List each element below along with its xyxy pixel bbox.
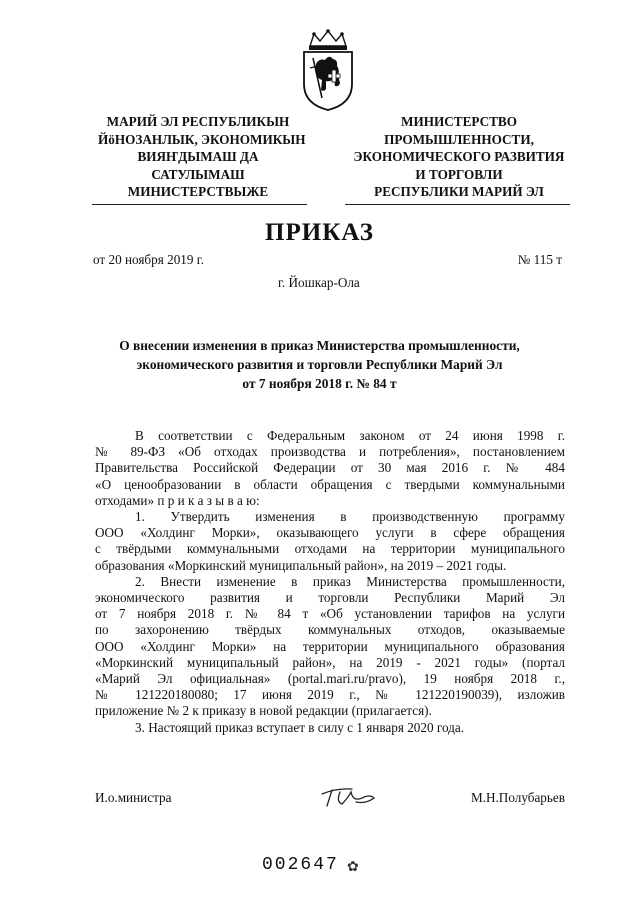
body-paragraph-2 (95, 574, 565, 720)
document-number: № 115 т (517, 252, 562, 267)
header-right-line: ЭКОНОМИЧЕСКОГО РАЗВИТИЯ (353, 149, 565, 164)
coat-of-arms-emblem (296, 28, 360, 112)
body-line: образования «Моркинский муниципальный район», на 2019 – 2021 годы. (95, 557, 507, 573)
signature-name: М.Н.Полубарьев (470, 790, 565, 805)
header-left-block (98, 113, 306, 201)
body-line: 2. Внести изменение в приказ Министерства промышленности, (135, 573, 565, 589)
body-paragraph-3 (95, 720, 565, 736)
header-left-line: САТУЛЫМАШ (151, 166, 245, 182)
header-left-line: МИНИСТЕРСТВЫЖЕ (127, 184, 269, 199)
subject-line: О внесении изменения в приказ Министерства промышленности, (119, 338, 520, 353)
header-rule-left (92, 204, 307, 205)
header-right-line: РЕСПУБЛИКИ МАРИЙ ЭЛ (374, 184, 544, 199)
body-line: № 121220180080; 17 июня 2019 г., № 121220190039), изложив (95, 687, 565, 703)
serial-number: 002647 (262, 855, 339, 875)
body-line: «Моркинский муниципальный район», на 2019 - 2021 годы» (портал (95, 654, 565, 670)
body-paragraph-preamble (95, 428, 565, 509)
serial-ornament-icon: ✿ (347, 860, 359, 875)
body-line: 1. Утвердить изменения в производственную программу (135, 509, 565, 525)
document-subject (0, 336, 639, 393)
body-line: «Марий Эл официальная» (portal.mari.ru/pravo), 19 ноября 2018 г., (95, 671, 565, 687)
body-line: экономического развития и торговли Республики Марий Эл (95, 590, 565, 606)
body-line: Правительства Российской Федерации от 30 мая 2016 г. № 484 (95, 460, 565, 476)
header-rule-right (345, 204, 570, 205)
document-date: от 20 ноября 2019 г. (93, 252, 204, 267)
body-line: с твёрдыми коммунальными отходами на территории муниципального (95, 541, 565, 557)
body-line: 3. Настоящий приказ вступает в силу с 1 января 2020 года. (135, 719, 465, 735)
body-line: ООО «Холдинг Морки» на территории муниципального образования (95, 638, 565, 654)
body-line: № 89-ФЗ «Об отходах производства и потребления», постановлением (95, 444, 565, 460)
header-left-line: МАРИЙ ЭЛ РЕСПУБЛИКЫН (106, 114, 290, 129)
signature-position: И.о.министра (95, 790, 172, 805)
body-paragraph-1 (95, 509, 565, 574)
body-line: ООО «Холдинг Морки», оказывающего услуги в сфере обращения (95, 525, 565, 541)
body-line: приложение № 2 к приказу в новой редакции (прилагается). (95, 703, 432, 719)
header-left-line: ЙӧНОЗАНЛЫК, ЭКОНОМИКЫН (98, 131, 306, 147)
document-title: ПРИКАЗ (265, 219, 374, 246)
document-city: г. Йошкар-Ола (278, 275, 360, 290)
subject-line: экономического развития и торговли Республики Марий Эл (136, 357, 503, 372)
document-body (95, 428, 565, 736)
body-line: от 7 ноября 2018 г. № 84 т «Об установлении тарифов на услуги (95, 606, 565, 622)
body-line: «О ценообразовании в области обращения с твердыми коммунальными (95, 476, 565, 492)
body-line: В соответствии с Федеральным законом от 24 июня 1998 г. (135, 428, 565, 443)
header-right-line: МИНИСТЕРСТВО (401, 114, 517, 129)
body-line: по захоронению твёрдых коммунальных отходов, оказываемые (95, 622, 565, 638)
header-right-block (348, 113, 570, 201)
body-line: отходами» п р и к а з ы в а ю: (95, 492, 260, 508)
header-left-line: ВИЯҤДЫМАШ ДА (137, 149, 259, 164)
subject-line: от 7 ноября 2018 г. № 84 т (242, 376, 397, 391)
header-right-line: И ТОРГОВЛИ (415, 166, 503, 182)
handwritten-signature (318, 780, 378, 810)
header-right-line: ПРОМЫШЛЕННОСТИ, (384, 131, 534, 147)
